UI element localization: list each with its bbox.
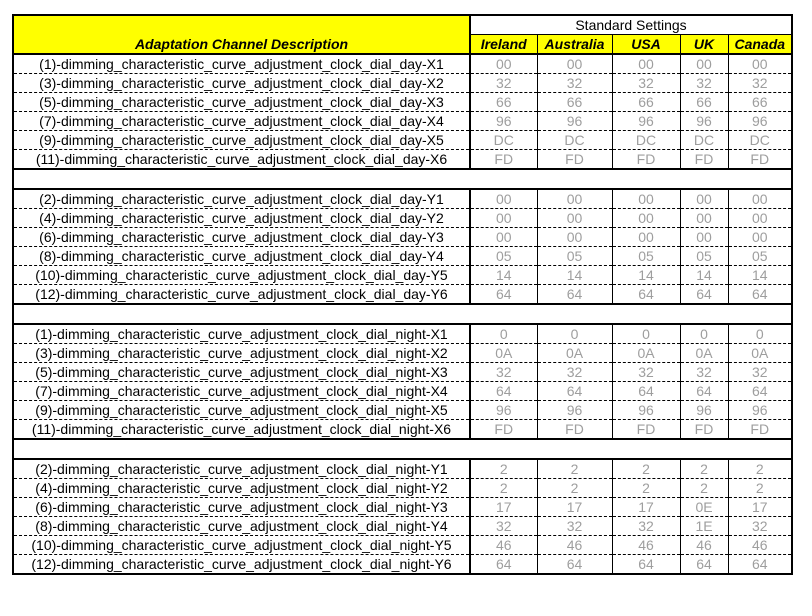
value-cell-usa: 0: [612, 324, 680, 344]
group-separator-cell: [13, 304, 792, 324]
value-cell-uk: 64: [680, 285, 728, 305]
value-cell-uk: 00: [680, 54, 728, 74]
value-cell-usa: 66: [612, 93, 680, 112]
table-row: [13, 344, 792, 363]
table-row: [13, 517, 792, 536]
value-cell-usa: 46: [612, 536, 680, 555]
value-cell-australia: 00: [537, 209, 612, 228]
table-row: [13, 324, 792, 344]
value-cell-usa: 0A: [612, 344, 680, 363]
value-cell-canada: 0A: [728, 344, 792, 363]
table-row: [13, 54, 792, 74]
table-row: [13, 479, 792, 498]
table-row: [13, 420, 792, 440]
value-cell-uk: FD: [680, 420, 728, 440]
group-separator-cell: [13, 169, 792, 189]
value-cell-canada: 00: [728, 228, 792, 247]
table-row: [13, 382, 792, 401]
table-body: [13, 54, 792, 574]
value-cell-ireland: FD: [470, 150, 537, 170]
value-cell-usa: DC: [612, 131, 680, 150]
value-cell-ireland: 46: [470, 536, 537, 555]
value-cell-usa: 14: [612, 266, 680, 285]
table-row: [13, 112, 792, 131]
value-cell-uk: 14: [680, 266, 728, 285]
group-separator: [13, 304, 792, 324]
value-cell-australia: DC: [537, 131, 612, 150]
value-cell-uk: 00: [680, 228, 728, 247]
table-row: [13, 401, 792, 420]
value-cell-australia: 14: [537, 266, 612, 285]
value-cell-ireland: 32: [470, 74, 537, 93]
value-cell-australia: 05: [537, 247, 612, 266]
value-cell-uk: 2: [680, 479, 728, 498]
channel-description: (9)-dimming_characteristic_curve_adjustment_clock_dial_night-X5: [13, 401, 470, 420]
value-cell-ireland: 17: [470, 498, 537, 517]
table-row: [13, 189, 792, 209]
value-cell-ireland: 64: [470, 382, 537, 401]
table-row: [13, 228, 792, 247]
table-row: [13, 555, 792, 575]
value-cell-usa: 05: [612, 247, 680, 266]
table-row: [13, 247, 792, 266]
value-cell-australia: 32: [537, 74, 612, 93]
value-cell-uk: DC: [680, 131, 728, 150]
value-cell-usa: 64: [612, 285, 680, 305]
country-header-australia: Australia: [537, 35, 612, 55]
value-cell-australia: 32: [537, 363, 612, 382]
value-cell-usa: 64: [612, 555, 680, 575]
value-cell-australia: 0: [537, 324, 612, 344]
value-cell-uk: 64: [680, 382, 728, 401]
value-cell-usa: 00: [612, 54, 680, 74]
value-cell-australia: 96: [537, 401, 612, 420]
value-cell-canada: 64: [728, 555, 792, 575]
value-cell-canada: 96: [728, 401, 792, 420]
value-cell-uk: FD: [680, 150, 728, 170]
channel-description: (1)-dimming_characteristic_curve_adjustment_clock_dial_night-X1: [13, 324, 470, 344]
value-cell-uk: 0E: [680, 498, 728, 517]
group-separator-cell: [13, 439, 792, 459]
country-header-usa: USA: [612, 35, 680, 55]
channel-description: (6)-dimming_characteristic_curve_adjustment_clock_dial_day-Y3: [13, 228, 470, 247]
value-cell-ireland: 32: [470, 363, 537, 382]
channel-description: (6)-dimming_characteristic_curve_adjustment_clock_dial_night-Y3: [13, 498, 470, 517]
value-cell-canada: 32: [728, 74, 792, 93]
group-separator: [13, 439, 792, 459]
value-cell-canada: FD: [728, 150, 792, 170]
value-cell-canada: 00: [728, 209, 792, 228]
value-cell-usa: FD: [612, 420, 680, 440]
value-cell-ireland: 64: [470, 285, 537, 305]
value-cell-usa: 00: [612, 189, 680, 209]
value-cell-canada: 2: [728, 459, 792, 479]
value-cell-canada: 46: [728, 536, 792, 555]
value-cell-usa: 00: [612, 228, 680, 247]
value-cell-canada: 2: [728, 479, 792, 498]
value-cell-ireland: 66: [470, 93, 537, 112]
value-cell-australia: 00: [537, 54, 612, 74]
value-cell-uk: 05: [680, 247, 728, 266]
value-cell-australia: 64: [537, 555, 612, 575]
value-cell-australia: 32: [537, 517, 612, 536]
channel-description: (3)-dimming_characteristic_curve_adjustment_clock_dial_night-X2: [13, 344, 470, 363]
value-cell-canada: 00: [728, 54, 792, 74]
value-cell-uk: 32: [680, 74, 728, 93]
channel-description: (4)-dimming_characteristic_curve_adjustment_clock_dial_day-Y2: [13, 209, 470, 228]
value-cell-ireland: 96: [470, 401, 537, 420]
table-row: [13, 209, 792, 228]
value-cell-usa: 2: [612, 459, 680, 479]
value-cell-uk: 32: [680, 363, 728, 382]
value-cell-canada: 00: [728, 189, 792, 209]
value-cell-ireland: 2: [470, 459, 537, 479]
value-cell-canada: 17: [728, 498, 792, 517]
channel-description: (12)-dimming_characteristic_curve_adjustment_clock_dial_night-Y6: [13, 555, 470, 575]
channel-description: (9)-dimming_characteristic_curve_adjustment_clock_dial_day-X5: [13, 131, 470, 150]
value-cell-canada: 0: [728, 324, 792, 344]
value-cell-usa: 32: [612, 517, 680, 536]
value-cell-canada: 14: [728, 266, 792, 285]
channel-description: (3)-dimming_characteristic_curve_adjustment_clock_dial_day-X2: [13, 74, 470, 93]
channel-description: (7)-dimming_characteristic_curve_adjustment_clock_dial_day-X4: [13, 112, 470, 131]
value-cell-uk: 96: [680, 401, 728, 420]
value-cell-uk: 1E: [680, 517, 728, 536]
value-cell-canada: 66: [728, 93, 792, 112]
value-cell-canada: DC: [728, 131, 792, 150]
country-header-canada: Canada: [728, 35, 792, 55]
table-row: [13, 498, 792, 517]
value-cell-usa: 17: [612, 498, 680, 517]
value-cell-usa: 96: [612, 401, 680, 420]
value-cell-australia: FD: [537, 420, 612, 440]
table-row: [13, 74, 792, 93]
value-cell-uk: 64: [680, 555, 728, 575]
value-cell-australia: 66: [537, 93, 612, 112]
channel-description: (11)-dimming_characteristic_curve_adjustment_clock_dial_day-X6: [13, 150, 470, 170]
adaptation-settings-table: [12, 14, 793, 575]
channel-description: (5)-dimming_characteristic_curve_adjustment_clock_dial_day-X3: [13, 93, 470, 112]
value-cell-australia: 46: [537, 536, 612, 555]
value-cell-ireland: 0A: [470, 344, 537, 363]
value-cell-usa: 64: [612, 382, 680, 401]
value-cell-usa: 00: [612, 209, 680, 228]
channel-description: (2)-dimming_characteristic_curve_adjustment_clock_dial_day-Y1: [13, 189, 470, 209]
value-cell-ireland: 00: [470, 189, 537, 209]
value-cell-canada: 32: [728, 363, 792, 382]
channel-description: (10)-dimming_characteristic_curve_adjustment_clock_dial_day-Y5: [13, 266, 470, 285]
value-cell-ireland: 64: [470, 555, 537, 575]
value-cell-ireland: FD: [470, 420, 537, 440]
value-cell-ireland: 0: [470, 324, 537, 344]
group-separator: [13, 169, 792, 189]
value-cell-uk: 00: [680, 209, 728, 228]
table-row: [13, 93, 792, 112]
channel-description: (8)-dimming_characteristic_curve_adjustment_clock_dial_day-Y4: [13, 247, 470, 266]
value-cell-australia: 64: [537, 285, 612, 305]
standard-settings-header: Standard Settings: [470, 15, 792, 35]
value-cell-australia: 64: [537, 382, 612, 401]
value-cell-ireland: DC: [470, 131, 537, 150]
value-cell-uk: 66: [680, 93, 728, 112]
value-cell-ireland: 14: [470, 266, 537, 285]
value-cell-uk: 0A: [680, 344, 728, 363]
channel-description: (10)-dimming_characteristic_curve_adjustment_clock_dial_night-Y5: [13, 536, 470, 555]
value-cell-ireland: 00: [470, 209, 537, 228]
channel-description: (5)-dimming_characteristic_curve_adjustment_clock_dial_night-X3: [13, 363, 470, 382]
value-cell-australia: 0A: [537, 344, 612, 363]
value-cell-uk: 96: [680, 112, 728, 131]
value-cell-australia: 00: [537, 228, 612, 247]
value-cell-australia: FD: [537, 150, 612, 170]
value-cell-canada: 64: [728, 285, 792, 305]
value-cell-usa: 32: [612, 74, 680, 93]
value-cell-canada: 05: [728, 247, 792, 266]
value-cell-ireland: 32: [470, 517, 537, 536]
channel-description: (7)-dimming_characteristic_curve_adjustment_clock_dial_night-X4: [13, 382, 470, 401]
value-cell-usa: 32: [612, 363, 680, 382]
value-cell-ireland: 00: [470, 54, 537, 74]
table-row: [13, 131, 792, 150]
value-cell-australia: 2: [537, 479, 612, 498]
value-cell-uk: 46: [680, 536, 728, 555]
value-cell-usa: 2: [612, 479, 680, 498]
country-header-uk: UK: [680, 35, 728, 55]
channel-description: (4)-dimming_characteristic_curve_adjustment_clock_dial_night-Y2: [13, 479, 470, 498]
table-row: [13, 363, 792, 382]
value-cell-ireland: 96: [470, 112, 537, 131]
value-cell-uk: 00: [680, 189, 728, 209]
channel-description: (1)-dimming_characteristic_curve_adjustment_clock_dial_day-X1: [13, 54, 470, 74]
value-cell-usa: FD: [612, 150, 680, 170]
table-row: [13, 536, 792, 555]
value-cell-australia: 96: [537, 112, 612, 131]
value-cell-canada: 96: [728, 112, 792, 131]
value-cell-ireland: 2: [470, 479, 537, 498]
value-cell-australia: 00: [537, 189, 612, 209]
value-cell-canada: 64: [728, 382, 792, 401]
table-row: [13, 150, 792, 170]
value-cell-ireland: 05: [470, 247, 537, 266]
value-cell-uk: 2: [680, 459, 728, 479]
value-cell-uk: 0: [680, 324, 728, 344]
value-cell-australia: 17: [537, 498, 612, 517]
table-row: [13, 459, 792, 479]
value-cell-ireland: 00: [470, 228, 537, 247]
country-header-ireland: Ireland: [470, 35, 537, 55]
channel-description: (12)-dimming_characteristic_curve_adjustment_clock_dial_day-Y6: [13, 285, 470, 305]
header-row-top: [13, 15, 792, 35]
channel-description: (2)-dimming_characteristic_curve_adjustment_clock_dial_night-Y1: [13, 459, 470, 479]
description-column-header: Adaptation Channel Description: [13, 15, 470, 54]
table-row: [13, 285, 792, 305]
value-cell-australia: 2: [537, 459, 612, 479]
value-cell-usa: 96: [612, 112, 680, 131]
channel-description: (8)-dimming_characteristic_curve_adjustment_clock_dial_night-Y4: [13, 517, 470, 536]
value-cell-canada: FD: [728, 420, 792, 440]
table-row: [13, 266, 792, 285]
channel-description: (11)-dimming_characteristic_curve_adjustment_clock_dial_night-X6: [13, 420, 470, 440]
value-cell-canada: 32: [728, 517, 792, 536]
